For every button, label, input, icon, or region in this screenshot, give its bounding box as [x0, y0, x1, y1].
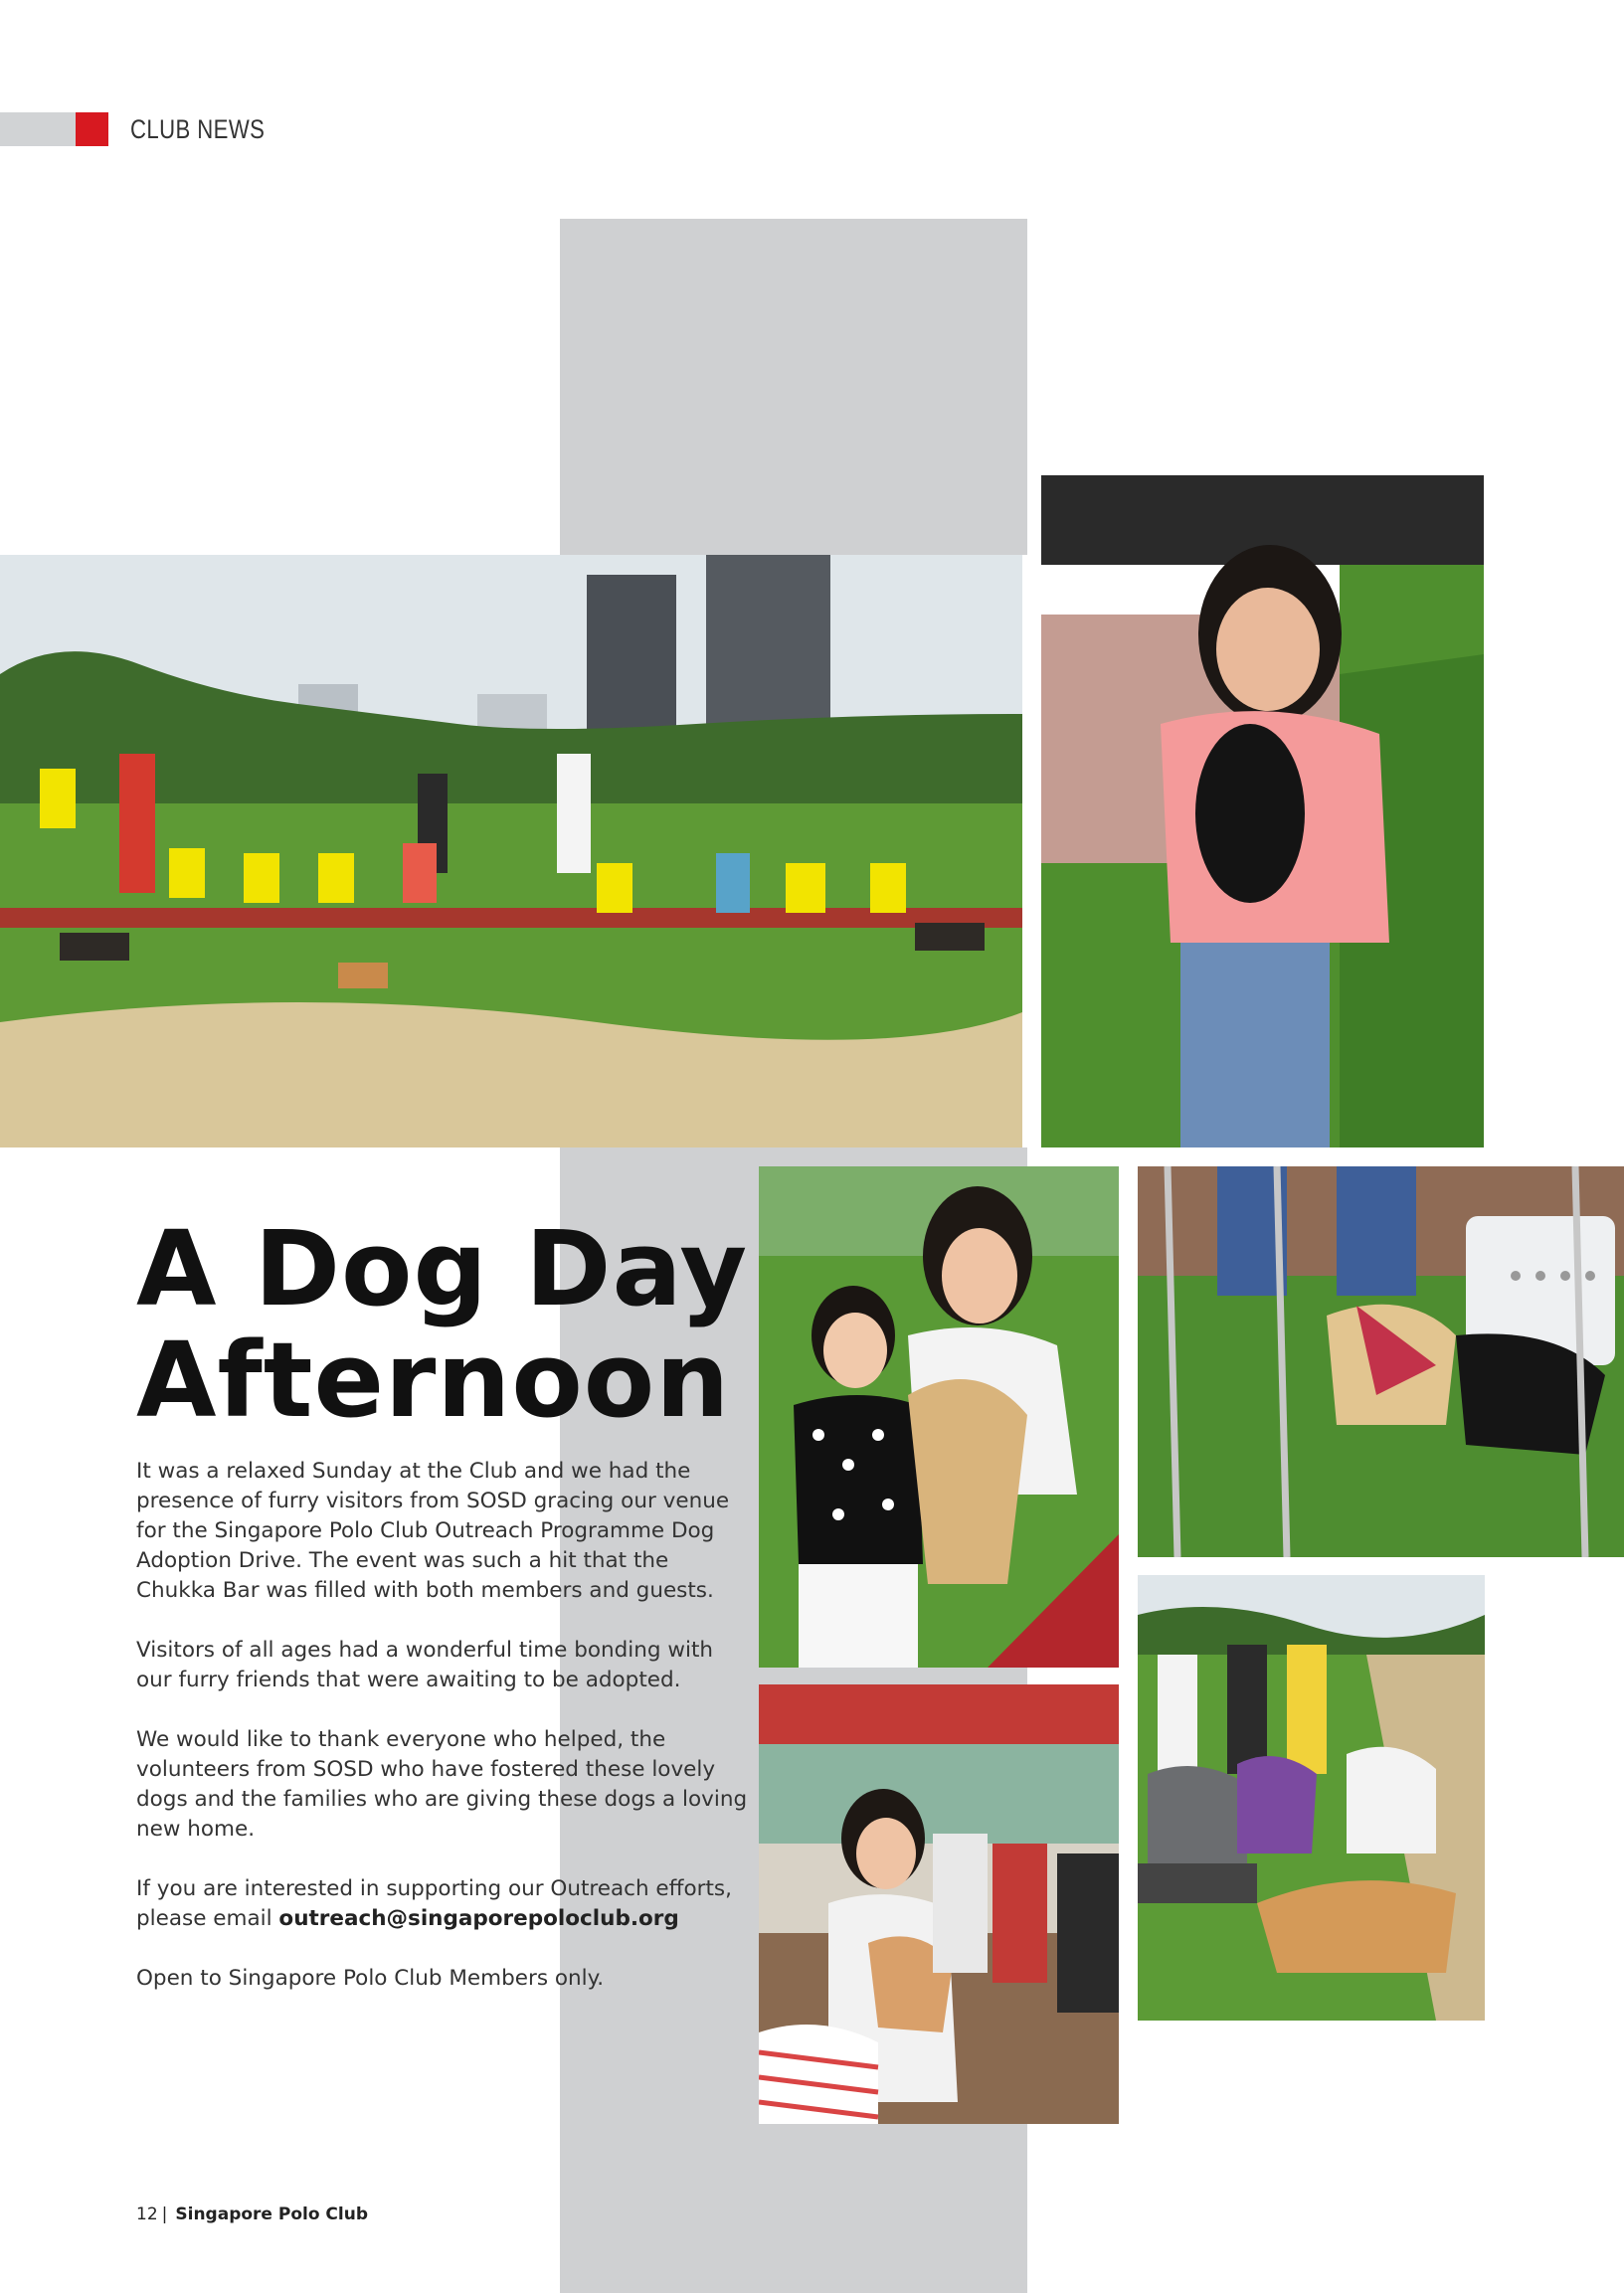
girl-with-dog-photo — [759, 1166, 1119, 1668]
footer-separator: | — [161, 2205, 168, 2224]
article-title — [136, 1208, 753, 1441]
article-title-line2: Afternoon — [136, 1320, 731, 1441]
section-header-bar — [0, 112, 76, 146]
contact-paragraph — [136, 1874, 748, 1934]
article-paragraph: Visitors of all ages had a wonderful time bonding with our furry friends that were awaiting to be adopted. — [136, 1638, 713, 1692]
group-photo-polo-field — [0, 555, 1022, 1147]
article-body — [136, 1457, 748, 2024]
section-header-accent — [76, 112, 108, 146]
section-label: CLUB NEWS — [130, 114, 266, 144]
article-title-line1: A Dog Day — [136, 1208, 749, 1329]
article-paragraph: We would like to thank everyone who helped, the volunteers from SOSD who have fostered these lovely dogs and the families who are giving these dogs a loving new home. — [136, 1727, 748, 1842]
contact-text: If you are interested in supporting our Outreach efforts, please email — [136, 1876, 732, 1931]
woman-holding-puppy-photo — [1041, 475, 1484, 1147]
kids-with-puppy-photo — [759, 1684, 1119, 2124]
publication-name: Singapore Polo Club — [175, 2205, 369, 2224]
dogs-in-pen-photo — [1138, 1166, 1624, 1557]
visitors-crouching-with-dog-photo — [1138, 1575, 1485, 2021]
article-paragraph: It was a relaxed Sunday at the Club and we had the presence of furry visitors from SOSD gracing our venue for the Singapore Polo Club Outreach Programme Dog Adoption Drive. The event was such a hit that the Chukka Bar was filled with both members and guests. — [136, 1459, 730, 1603]
page-number: 12 — [136, 2205, 158, 2224]
closing-note: Open to Singapore Polo Club Members only. — [136, 1966, 605, 1991]
grey-panel-top — [560, 219, 1027, 555]
page-footer — [136, 2202, 368, 2227]
contact-email-link[interactable]: outreach@singaporepoloclub.org — [278, 1906, 679, 1931]
